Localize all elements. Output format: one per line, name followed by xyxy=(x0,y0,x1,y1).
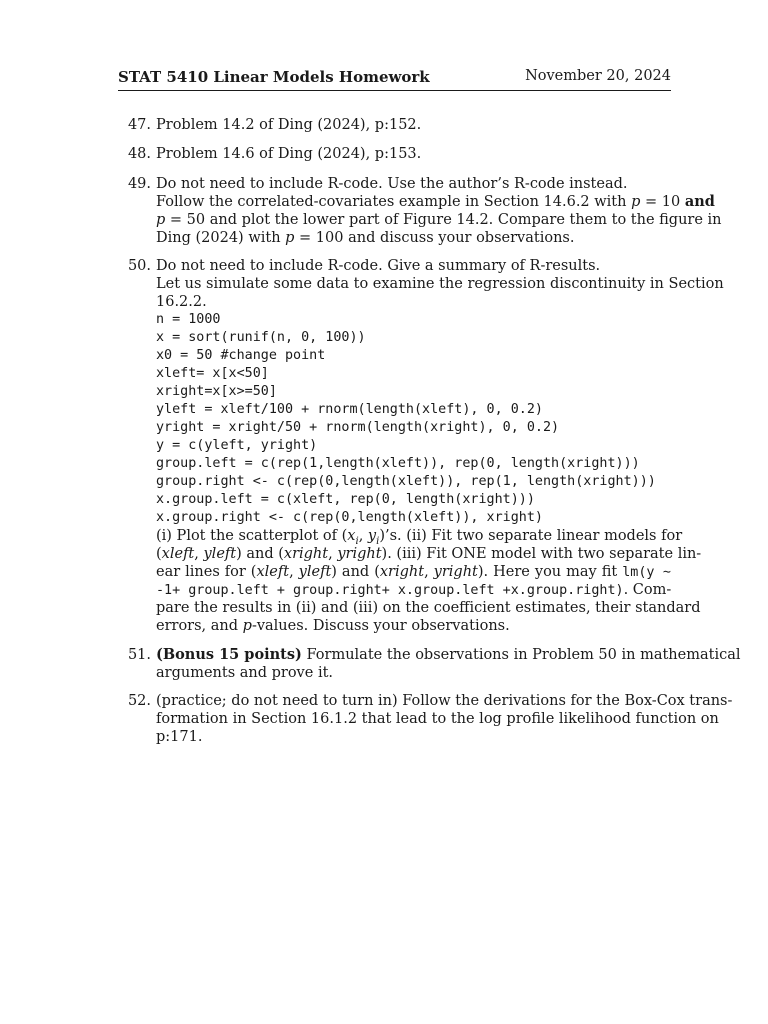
r-code-block xyxy=(156,311,671,527)
problem-text-line xyxy=(156,581,671,599)
math-var: yright xyxy=(337,546,382,562)
text-span: . Com- xyxy=(623,582,672,598)
problem-number: 52. xyxy=(127,693,151,709)
text-span: Formulate the observations in Problem 50 in mathematical xyxy=(301,647,741,663)
problem-number: 51. xyxy=(127,647,151,663)
math-var: yleft xyxy=(203,546,237,562)
code-line: xleft= x[x<50] xyxy=(156,366,269,381)
text-span: , xyxy=(328,546,338,562)
math-var: p xyxy=(631,194,641,210)
text-span: ). Here you may fit xyxy=(477,564,623,580)
code-line: y = c(yleft, yright) xyxy=(156,438,318,453)
code-line: xright=x[x>=50] xyxy=(156,384,277,399)
inline-code: lm(y ∼ xyxy=(622,565,671,580)
problem-text: Problem 14.6 of Ding (2024), p:153. xyxy=(156,146,422,162)
problem-text-line: Do not need to include R-code. Give a summary of R-results. xyxy=(156,258,601,274)
text-span: errors, and xyxy=(156,618,243,634)
problem-text-line xyxy=(156,229,671,247)
text-span: (i) Plot the scatterplot of ( xyxy=(156,528,348,544)
bold-text: (Bonus 15 points) xyxy=(156,646,302,663)
text-span: , xyxy=(424,564,434,580)
math-var: p xyxy=(156,212,166,228)
text-span: Ding (2024) with xyxy=(156,230,286,246)
problem-text-line xyxy=(156,527,683,547)
text-span: = 10 xyxy=(640,194,685,210)
text-span: -values. Discuss your observations. xyxy=(251,618,510,634)
problem-text-line: arguments and prove it. xyxy=(156,665,334,681)
math-var: p xyxy=(242,618,252,634)
math-var: xleft xyxy=(256,564,290,580)
text-span: , xyxy=(358,528,368,544)
math-var: yright xyxy=(433,564,478,580)
problem-text-line xyxy=(156,545,702,563)
math-var: yleft xyxy=(298,564,332,580)
code-line: group.right <- c(rep(0,length(xleft)), rep(1, length(xright))) xyxy=(156,474,656,489)
text-span: ) and ( xyxy=(331,564,380,580)
bold-text: and xyxy=(684,193,715,210)
text-span: ear lines for ( xyxy=(156,564,257,580)
problem-text-line: (practice; do not need to turn in) Follow the derivations for the Box-Cox trans- xyxy=(156,693,733,709)
problem-text-line: p:171. xyxy=(156,729,203,745)
code-line: x.group.right <- c(rep(0,length(xleft)), xright) xyxy=(156,510,543,525)
problem-text-line xyxy=(156,617,671,635)
text-span: = 50 and plot the lower part of Figure 14.2. Compare them to the figure in xyxy=(165,212,722,228)
inline-code: -1+ group.left + group.right+ x.group.left +x.group.right) xyxy=(156,583,624,598)
math-var: xright xyxy=(379,564,425,580)
problem-text-line xyxy=(156,193,715,211)
code-line: yleft = xleft/100 + rnorm(length(xleft), 0, 0.2) xyxy=(156,402,543,417)
text-span: ( xyxy=(156,546,162,562)
problem-text-line xyxy=(156,211,722,229)
code-line: x.group.left = c(xleft, rep(0, length(xright))) xyxy=(156,492,535,507)
problem-text: Problem 14.2 of Ding (2024), p:152. xyxy=(156,117,422,133)
math-var: xright xyxy=(283,546,329,562)
problem-text-line: pare the results in (ii) and (iii) on the coefficient estimates, their standard xyxy=(156,600,701,616)
math-var: xleft xyxy=(161,546,195,562)
math-sub: i xyxy=(355,535,359,547)
problem-text-line: Let us simulate some data to examine the regression discontinuity in Section xyxy=(156,276,724,292)
document-title: STAT 5410 Linear Models Homework xyxy=(118,68,430,86)
problem-text-line: Do not need to include R-code. Use the author’s R-code instead. xyxy=(156,176,628,192)
math-var: p xyxy=(285,230,295,246)
problem-number: 49. xyxy=(127,176,151,192)
problem-text-line xyxy=(156,646,741,664)
text-span: Follow the correlated-covariates example in Section 14.6.2 with xyxy=(156,194,632,210)
problem-number: 48. xyxy=(127,146,151,162)
code-line: n = 1000 xyxy=(156,312,221,327)
text-span: )’s. (ii) Fit two separate linear models for xyxy=(379,528,683,544)
text-span: , xyxy=(194,546,204,562)
document-date: November 20, 2024 xyxy=(525,68,671,84)
text-span: = 100 and discuss your observations. xyxy=(294,230,575,246)
problem-text-line xyxy=(156,563,671,581)
problem-text-line: 16.2.2. xyxy=(156,294,207,310)
page-header xyxy=(118,68,671,91)
code-line: yright = xright/50 + rnorm(length(xright), 0, 0.2) xyxy=(156,420,560,435)
text-span: ). (iii) Fit ONE model with two separate lin- xyxy=(381,546,702,562)
problem-number: 50. xyxy=(127,258,151,274)
text-span: ) and ( xyxy=(236,546,284,562)
code-line: x0 = 50 #change point xyxy=(156,348,326,363)
problem-number: 47. xyxy=(127,117,151,133)
code-line: group.left = c(rep(1,length(xleft)), rep(0, length(xright))) xyxy=(156,456,640,471)
problem-text-line: formation in Section 16.1.2 that lead to the log profile likelihood function on xyxy=(156,711,719,727)
code-line: x = sort(runif(n, 0, 100)) xyxy=(156,330,366,345)
math-var: y xyxy=(367,528,377,544)
math-sub: i xyxy=(376,535,380,547)
math-var: x xyxy=(347,528,356,544)
text-span: , xyxy=(289,564,299,580)
